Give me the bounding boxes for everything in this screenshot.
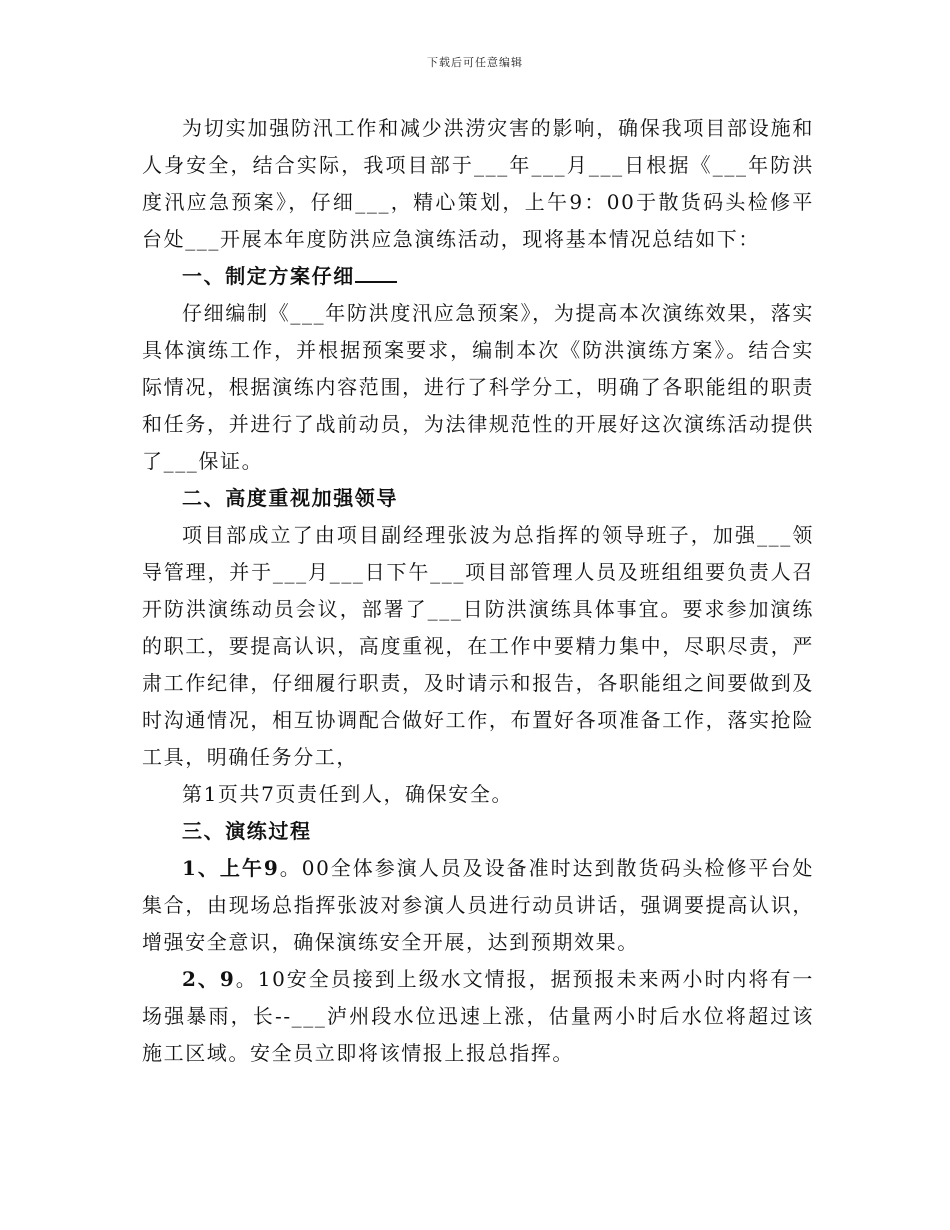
section-2-paragraph: 项目部成立了由项目副经理张波为总指挥的领导班子，加强___领导管理，并于___月___日下午___项目部管理人员及班组组要负责人召开防洪演练动员会议，部署了___日防洪演练具体事宜。要求参加演练的职工，要提高认识，高度重视，在工作中要精力集中，尽职尽责，严肃工作纪律，仔细履行职责，及时请示和报告，各职能组之间要做到及时沟通情况，相互协调配合做好工作，布置好各项准备工作，落实抢险工具，明确任务分工， — [142, 523, 814, 769]
header-note: 下载后可任意编辑 — [427, 56, 523, 69]
item-1-text: 。00全体参演人员及设备准时达到散货码头检修平台处集合，由现场总指挥张波对参演人员进行动员讲话，强调要提高认识，增强安全意识，确保演练安全开展，达到预期效果。 — [142, 856, 814, 954]
heading-blank-line — [355, 259, 397, 283]
section-1-heading-text: 一、制定方案仔细 — [182, 264, 355, 288]
section-1-paragraph: 仔细编制《___年防洪度汛应急预案》，为提高本次演练效果，落实具体演练工作，并根据预案要求，编制本次《防洪演练方案》。结合实际情况，根据演练内容范围，进行了科学分工，明确了各职能组的职责和任务，并进行了战前动员，为法律规范性的开展好这次演练活动提供了___保证。 — [142, 301, 814, 473]
item-2-number: 2、9 — [182, 967, 236, 991]
section-2-heading: 二、高度重视加强领导 — [182, 486, 398, 510]
page-number-line: 第1页共7页责任到人，确保安全。 — [182, 782, 514, 806]
intro-paragraph: 为切实加强防汛工作和减少洪涝灾害的影响，确保我项目部设施和人身安全，结合实际，我项目部于___年___月___日根据《___年防洪度汛应急预案》，仔细___，精心策划，上午9：00于散货码头检修平台处___开展本年度防洪应急演练活动，现将基本情况总结如下： — [142, 116, 814, 251]
document-body — [142, 110, 814, 1072]
item-1-number: 1、上午9 — [182, 856, 280, 880]
section-1-heading — [142, 258, 814, 295]
item-2-text: 。10安全员接到上级水文情报，据预报未来两小时内将有一场强暴雨，长--___泸州段水位迅速上涨，估量两小时后水位将超过该施工区域。安全员立即将该情报上报总指挥。 — [142, 967, 814, 1065]
section-3-item-2 — [142, 961, 814, 1072]
section-3-heading: 三、演练过程 — [182, 819, 312, 843]
section-3-item-1 — [142, 850, 814, 961]
